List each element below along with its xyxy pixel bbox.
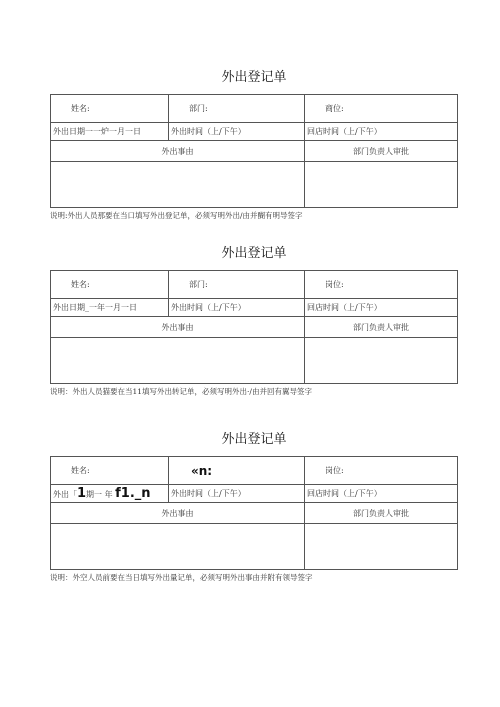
post-field[interactable] (305, 95, 458, 123)
reason-input-area[interactable] (51, 162, 305, 208)
post-label: 商位: (325, 104, 344, 113)
form-table (50, 456, 458, 570)
reason-header: 外出事由 (51, 141, 305, 162)
approval-input-area[interactable] (305, 162, 458, 208)
reason-header: 外出事由 (51, 503, 305, 524)
name-field[interactable] (51, 95, 169, 123)
dept-field[interactable] (169, 95, 305, 123)
approval-input-area[interactable] (305, 524, 458, 570)
form-table (50, 94, 458, 208)
return-time-label: 回店时间（上/下午） (307, 489, 382, 498)
form-note: 说明：外空人员前要在当日填写外出量记单，必须写明外出事由并附有领导签字 (50, 573, 313, 582)
return-time-field[interactable] (305, 485, 458, 503)
dept-label: «n: (191, 463, 213, 478)
out-date-field[interactable] (51, 485, 169, 503)
dept-label: 部门: (189, 104, 208, 113)
post-label: 岗位: (325, 466, 344, 475)
out-date-field[interactable] (51, 299, 169, 317)
approval-input-area[interactable] (305, 338, 458, 384)
form-note: 说明：外出人员猫要在当11填写外出转记单，必须写明外出·/由并回有翼导签字 (50, 387, 312, 396)
out-date-field[interactable] (51, 123, 169, 141)
post-label: 岗位: (325, 280, 344, 289)
approval-header: 部门负责人审批 (305, 141, 458, 162)
return-time-label: 回店时间（上/下午） (307, 127, 382, 136)
return-time-label: 回店时间（上/下午） (307, 303, 382, 312)
name-field[interactable] (51, 271, 169, 299)
dept-field[interactable] (169, 457, 305, 485)
out-time-label: 外出时间（上/下午） (171, 303, 246, 312)
form-title: 外出登记单 (221, 432, 287, 447)
form-table (50, 270, 458, 384)
form-title: 外出登记单 (221, 246, 287, 261)
reason-input-area[interactable] (51, 338, 305, 384)
reason-input-area[interactable] (51, 524, 305, 570)
out-date-prefix: 外出「 (53, 490, 77, 499)
out-time-label: 外出时间（上/下午） (171, 489, 246, 498)
post-field[interactable] (305, 271, 458, 299)
out-time-field[interactable] (169, 123, 305, 141)
dept-label: 部门: (189, 280, 208, 289)
return-time-field[interactable] (305, 123, 458, 141)
form-note: 说明:外出人员那要在当口填写外出登记单，必须写明外出/由并醐有明导签字 (50, 211, 303, 220)
out-time-field[interactable] (169, 299, 305, 317)
out-date-bold-1: 1 (77, 486, 87, 501)
name-field[interactable] (51, 457, 169, 485)
out-time-label: 外出时间（上/下午） (171, 127, 246, 136)
name-label: 姓名: (71, 466, 90, 475)
out-date-mid: 期一 年 (86, 490, 113, 499)
dept-field[interactable] (169, 271, 305, 299)
post-field[interactable] (305, 457, 458, 485)
name-label: 姓名: (71, 104, 90, 113)
out-date-bold-2: f1._n (115, 486, 151, 501)
out-date-label: 外出日期一一炉一月一日 (53, 127, 141, 136)
reason-header: 外出事由 (51, 317, 305, 338)
outing-form-3 (50, 432, 458, 583)
out-time-field[interactable] (169, 485, 305, 503)
out-date-label: 外出日期_一年一月一日 (53, 303, 137, 312)
outing-form-2 (50, 246, 458, 397)
form-title: 外出登记单 (221, 70, 287, 85)
approval-header: 部门负责人审批 (305, 503, 458, 524)
return-time-field[interactable] (305, 299, 458, 317)
outing-form-1 (50, 70, 458, 221)
name-label: 姓名: (71, 280, 90, 289)
approval-header: 部门负责人审批 (305, 317, 458, 338)
